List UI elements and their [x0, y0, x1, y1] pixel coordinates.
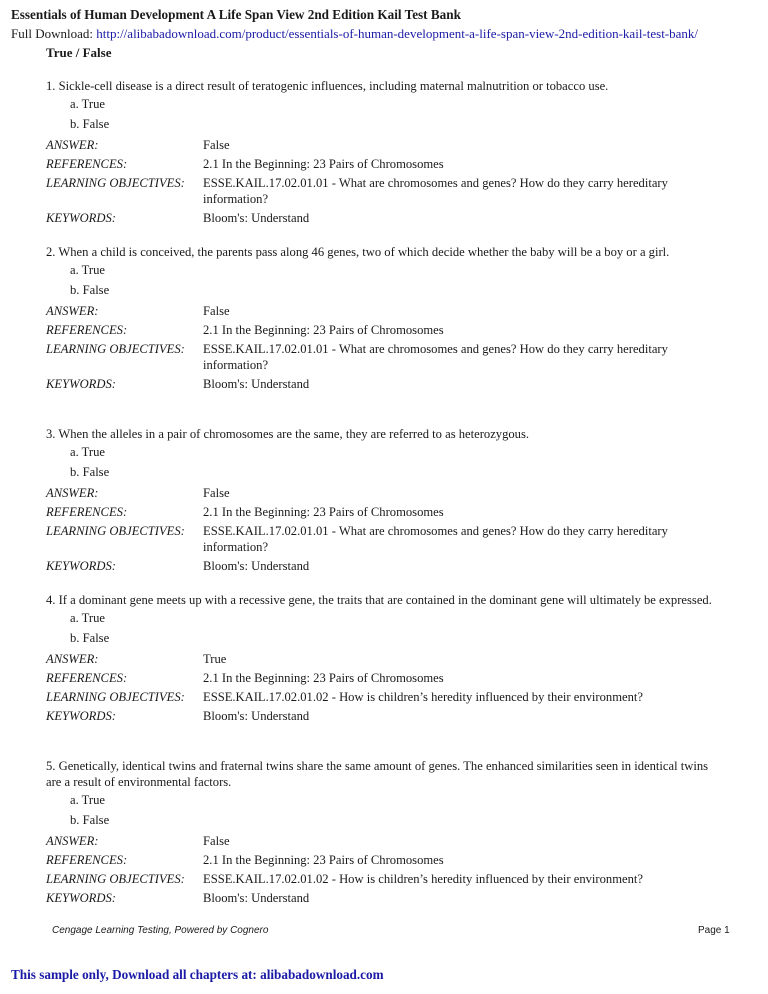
question-block: [46, 758, 726, 906]
answer-row: [46, 651, 726, 667]
answer-row: [46, 303, 726, 319]
objectives-label: LEARNING OBJECTIVES:: [46, 342, 185, 356]
option-true: a. True: [70, 793, 105, 807]
references-value: 2.1 In the Beginning: 23 Pairs of Chromosomes: [203, 671, 444, 685]
keywords-label: KEYWORDS:: [46, 211, 116, 225]
objectives-row: [46, 341, 726, 373]
objectives-value: ESSE.KAIL.17.02.01.02 - How is children’s heredity influenced by their environment?: [203, 690, 643, 704]
objectives-value: ESSE.KAIL.17.02.01.01 - What are chromosomes and genes? How do they carry hereditary information?: [203, 524, 668, 554]
references-row: [46, 322, 726, 338]
objectives-row: [46, 523, 726, 555]
question-block: [46, 244, 726, 392]
answer-row: [46, 485, 726, 501]
answer-label: ANSWER:: [46, 834, 99, 848]
answer-label: ANSWER:: [46, 652, 99, 666]
answer-label: ANSWER:: [46, 138, 99, 152]
keywords-row: [46, 708, 726, 724]
answer-row: [46, 833, 726, 849]
objectives-row: [46, 871, 726, 887]
question-text: 1. Sickle-cell disease is a direct result of teratogenic influences, including maternal malnutrition or tobacco use.: [46, 79, 609, 93]
question-text: 2. When a child is conceived, the parents pass along 46 genes, two of which decide whether the baby will be a boy or a girl.: [46, 245, 670, 259]
question-block: [46, 592, 726, 724]
question-block: [46, 426, 726, 574]
answer-value: False: [203, 138, 230, 152]
keywords-row: [46, 376, 726, 392]
keywords-label: KEYWORDS:: [46, 891, 116, 905]
keywords-value: Bloom's: Understand: [203, 559, 310, 573]
download-label: Full Download:: [11, 26, 93, 41]
question-text: 5. Genetically, identical twins and fraternal twins share the same amount of genes. The enhanced similarities seen in identical twins are a result of environmental factors.: [46, 759, 709, 789]
objectives-row: [46, 689, 726, 705]
references-label: REFERENCES:: [46, 323, 128, 337]
objectives-label: LEARNING OBJECTIVES:: [46, 524, 185, 538]
keywords-label: KEYWORDS:: [46, 709, 116, 723]
references-value: 2.1 In the Beginning: 23 Pairs of Chromosomes: [203, 505, 444, 519]
keywords-value: Bloom's: Understand: [203, 709, 310, 723]
section-title: True / False: [46, 45, 112, 60]
objectives-value: ESSE.KAIL.17.02.01.02 - How is children’s heredity influenced by their environment?: [203, 872, 643, 886]
answer-value: False: [203, 304, 230, 318]
page-number: Page 1: [698, 925, 730, 936]
answer-value: False: [203, 486, 230, 500]
objectives-label: LEARNING OBJECTIVES:: [46, 690, 185, 704]
answer-label: ANSWER:: [46, 486, 99, 500]
references-value: 2.1 In the Beginning: 23 Pairs of Chromosomes: [203, 323, 444, 337]
document-title: Essentials of Human Development A Life Span View 2nd Edition Kail Test Bank: [11, 7, 461, 22]
answer-value: True: [203, 652, 227, 666]
answer-row: [46, 137, 726, 153]
references-row: [46, 504, 726, 520]
download-link[interactable]: http://alibabadownload.com/product/essentials-of-human-development-a-life-span-view-2nd-edition-kail-test-bank/: [96, 26, 699, 41]
references-row: [46, 670, 726, 686]
option-true: a. True: [70, 611, 105, 625]
option-false: b. False: [70, 283, 110, 297]
download-line: [11, 24, 768, 43]
option-false: b. False: [70, 465, 110, 479]
keywords-value: Bloom's: Understand: [203, 891, 310, 905]
objectives-value: ESSE.KAIL.17.02.01.01 - What are chromosomes and genes? How do they carry hereditary information?: [203, 176, 668, 206]
option-true: a. True: [70, 97, 105, 111]
option-true: a. True: [70, 263, 105, 277]
references-row: [46, 852, 726, 868]
answer-label: ANSWER:: [46, 304, 99, 318]
references-row: [46, 156, 726, 172]
question-text: 3. When the alleles in a pair of chromosomes are the same, they are referred to as heterozygous.: [46, 427, 530, 441]
objectives-value: ESSE.KAIL.17.02.01.01 - What are chromosomes and genes? How do they carry hereditary information?: [203, 342, 668, 372]
references-label: REFERENCES:: [46, 505, 128, 519]
keywords-row: [46, 890, 726, 906]
option-false: b. False: [70, 631, 110, 645]
page-header: [11, 6, 768, 43]
keywords-value: Bloom's: Understand: [203, 211, 310, 225]
references-value: 2.1 In the Beginning: 23 Pairs of Chromosomes: [203, 157, 444, 171]
references-value: 2.1 In the Beginning: 23 Pairs of Chromosomes: [203, 853, 444, 867]
objectives-row: [46, 175, 726, 207]
keywords-label: KEYWORDS:: [46, 559, 116, 573]
sample-notice-link[interactable]: This sample only, Download all chapters at: alibabadownload.com: [11, 967, 384, 982]
keywords-row: [46, 210, 726, 226]
footer-credit: Cengage Learning Testing, Powered by Cognero: [52, 925, 269, 936]
question-block: [46, 78, 726, 226]
answer-value: False: [203, 834, 230, 848]
references-label: REFERENCES:: [46, 157, 128, 171]
objectives-label: LEARNING OBJECTIVES:: [46, 176, 185, 190]
objectives-label: LEARNING OBJECTIVES:: [46, 872, 185, 886]
references-label: REFERENCES:: [46, 671, 128, 685]
option-false: b. False: [70, 117, 110, 131]
question-text: 4. If a dominant gene meets up with a recessive gene, the traits that are contained in the dominant gene will ultimately be expressed.: [46, 593, 712, 607]
keywords-label: KEYWORDS:: [46, 377, 116, 391]
option-false: b. False: [70, 813, 110, 827]
references-label: REFERENCES:: [46, 853, 128, 867]
keywords-row: [46, 558, 726, 574]
keywords-value: Bloom's: Understand: [203, 377, 310, 391]
option-true: a. True: [70, 445, 105, 459]
